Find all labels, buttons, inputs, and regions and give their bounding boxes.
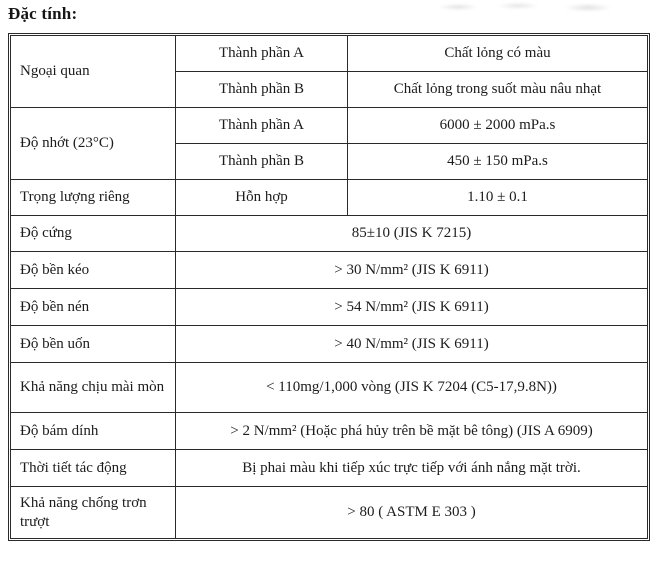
value-cell: 1.10 ± 0.1 bbox=[348, 180, 648, 216]
section-heading: Đặc tính: bbox=[8, 4, 78, 23]
table-row-abrasion-resistance bbox=[11, 363, 648, 413]
table-row-tensile-strength bbox=[11, 252, 648, 289]
row-label-specific-gravity: Trọng lượng riêng bbox=[11, 180, 176, 216]
component-cell: Thành phần B bbox=[176, 72, 348, 108]
value-cell: > 30 N/mm² (JIS K 6911) bbox=[176, 252, 648, 289]
row-label-viscosity: Độ nhớt (23°C) bbox=[11, 108, 176, 180]
value-cell: Chất lỏng trong suốt màu nâu nhạt bbox=[348, 72, 648, 108]
row-label-appearance: Ngoại quan bbox=[11, 36, 176, 108]
table-row-hardness bbox=[11, 216, 648, 252]
row-label-compressive: Độ bền nén bbox=[11, 289, 176, 326]
table-row-adhesion bbox=[11, 413, 648, 450]
value-cell: > 40 N/mm² (JIS K 6911) bbox=[176, 326, 648, 363]
value-cell: > 2 N/mm² (Hoặc phá hủy trên bề mặt bê tông) (JIS A 6909) bbox=[176, 413, 648, 450]
row-label-adhesion: Độ bám dính bbox=[11, 413, 176, 450]
table-row-viscosity-a bbox=[11, 108, 648, 144]
value-cell: 6000 ± 2000 mPa.s bbox=[348, 108, 648, 144]
row-label-slip-resistance: Khả năng chống trơn trượt bbox=[11, 487, 176, 539]
value-cell: > 80 ( ASTM E 303 ) bbox=[176, 487, 648, 539]
table-row-weathering bbox=[11, 450, 648, 487]
table-row-flexural-strength bbox=[11, 326, 648, 363]
value-cell: Bị phai màu khi tiếp xúc trực tiếp với ánh nắng mặt trời. bbox=[176, 450, 648, 487]
row-label-weathering: Thời tiết tác động bbox=[11, 450, 176, 487]
row-label-flexural: Độ bền uốn bbox=[11, 326, 176, 363]
row-label-hardness: Độ cứng bbox=[11, 216, 176, 252]
properties-table-outer-border bbox=[8, 33, 650, 541]
table-row-specific-gravity bbox=[11, 180, 648, 216]
component-cell: Hỗn hợp bbox=[176, 180, 348, 216]
table-row-compressive-strength bbox=[11, 289, 648, 326]
row-label-abrasion: Khả năng chịu mài mòn bbox=[11, 363, 176, 413]
table-row-appearance-a bbox=[11, 36, 648, 72]
row-label-tensile: Độ bền kéo bbox=[11, 252, 176, 289]
table-row-slip-resistance bbox=[11, 487, 648, 539]
value-cell: Chất lỏng có màu bbox=[348, 36, 648, 72]
component-cell: Thành phần A bbox=[176, 108, 348, 144]
component-cell: Thành phần B bbox=[176, 144, 348, 180]
properties-table bbox=[10, 35, 648, 539]
value-cell: 85±10 (JIS K 7215) bbox=[176, 216, 648, 252]
value-cell: 450 ± 150 mPa.s bbox=[348, 144, 648, 180]
value-cell: > 54 N/mm² (JIS K 6911) bbox=[176, 289, 648, 326]
component-cell: Thành phần A bbox=[176, 36, 348, 72]
value-cell: < 110mg/1,000 vòng (JIS K 7204 (C5-17,9.8N)) bbox=[176, 363, 648, 413]
